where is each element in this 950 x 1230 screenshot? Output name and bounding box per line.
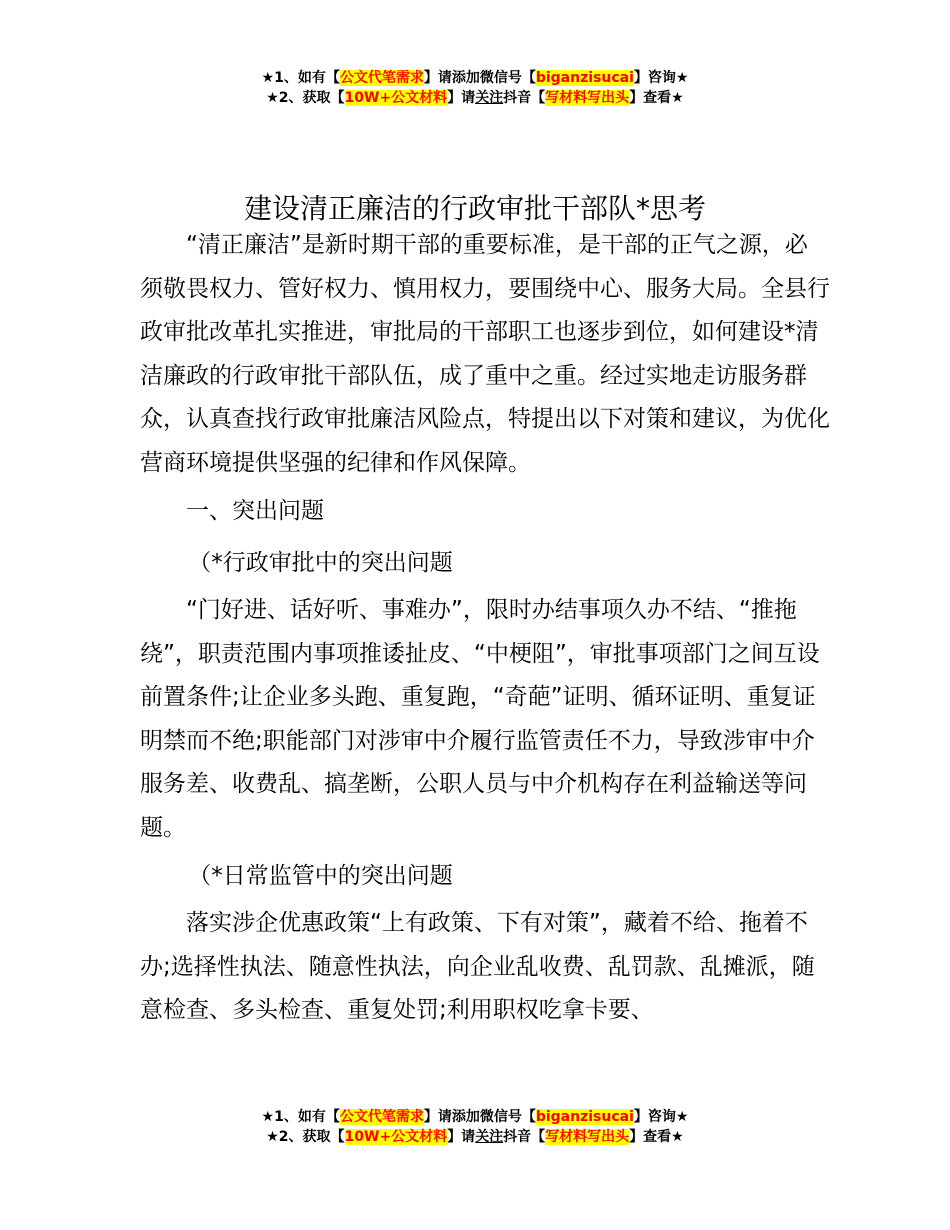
subsection-heading: （*日常监管中的突出问题 [188, 863, 453, 889]
banner-text: 】咨询★ [633, 70, 689, 86]
header-banner-line1 [0, 68, 950, 88]
banner-text: 】查看★ [629, 90, 684, 106]
banner-highlight: 写材料写出头 [545, 90, 630, 106]
banner-text: 抖音【 [503, 90, 546, 106]
paragraph-approval-issues: “门好进、话好听、事难办”，限时办结事项久办不结、“推拖绕”，职责范围内事项推诿扯皮、“中梗阻”，审批事项部门之间互设前置条件;让企业多头跑、重复跑，“奇葩”证明、循环证明、重复证明禁而不绝;职能部门对涉审中介履行监管责任不力，导致涉审中介服务差、收费乱、搞垄断，公职人员与中介机构存在利益输送等问题。 [140, 597, 820, 841]
banner-text: 】查看★ [629, 1129, 684, 1145]
banner-underline: 关注 [475, 1129, 504, 1145]
banner-text: 】请添加微信号【 [423, 70, 536, 86]
banner-highlight: 10W+公文材料 [344, 90, 448, 106]
banner-text: ★2、获取【 [266, 1129, 345, 1145]
banner-text: 】请 [447, 1129, 476, 1145]
banner-highlight: 写材料写出头 [545, 1129, 630, 1145]
banner-highlight: 公文代笔需求 [339, 70, 424, 86]
paragraph-intro: “清正廉洁”是新时期干部的重要标准，是干部的正气之源，必须敬畏权力、管好权力、慎用权力，要围绕中心、服务大局。全县行政审批改革扎实推进，审批局的干部职工也逐步到位，如何建设*清洁廉政的行政审批干部队伍，成了重中之重。经过实地走访服务群众，认真查找行政审批廉洁风险点，特提出以下对策和建议，为优化营商环境提供坚强的纪律和作风保障。 [140, 232, 830, 476]
header-banner [0, 68, 950, 108]
banner-text: 】请添加微信号【 [423, 1109, 536, 1125]
footer-banner-line1 [0, 1107, 950, 1127]
banner-underline: 关注 [475, 90, 504, 106]
header-banner-line2 [0, 88, 950, 108]
banner-text: 】请 [447, 90, 476, 106]
document-title: 建设清正廉洁的行政审批干部队*思考 [243, 191, 706, 225]
banner-highlight: biganzisucai [535, 70, 634, 86]
banner-text: ★1、如有【 [261, 1109, 340, 1125]
banner-highlight: 10W+公文材料 [344, 1129, 448, 1145]
footer-banner [0, 1107, 950, 1147]
banner-highlight: biganzisucai [535, 1109, 634, 1125]
document-body [140, 224, 830, 1033]
footer-banner-line2 [0, 1127, 950, 1147]
banner-text: ★2、获取【 [266, 90, 345, 106]
paragraph-supervision-issues: 落实涉企优惠政策“上有政策、下有对策”，藏着不给、拖着不办;选择性执法、随意性执法，向企业乱收费、乱罚款、乱摊派，随意检查、多头检查、重复处罚;利用职权吃拿卡要、 [140, 910, 815, 1023]
banner-text: ★1、如有【 [261, 70, 340, 86]
banner-text: 】咨询★ [633, 1109, 689, 1125]
subsection-heading: （*行政审批中的突出问题 [188, 550, 453, 576]
banner-highlight: 公文代笔需求 [339, 1109, 424, 1125]
section-heading: 一、突出问题 [186, 498, 324, 524]
banner-text: 抖音【 [503, 1129, 546, 1145]
